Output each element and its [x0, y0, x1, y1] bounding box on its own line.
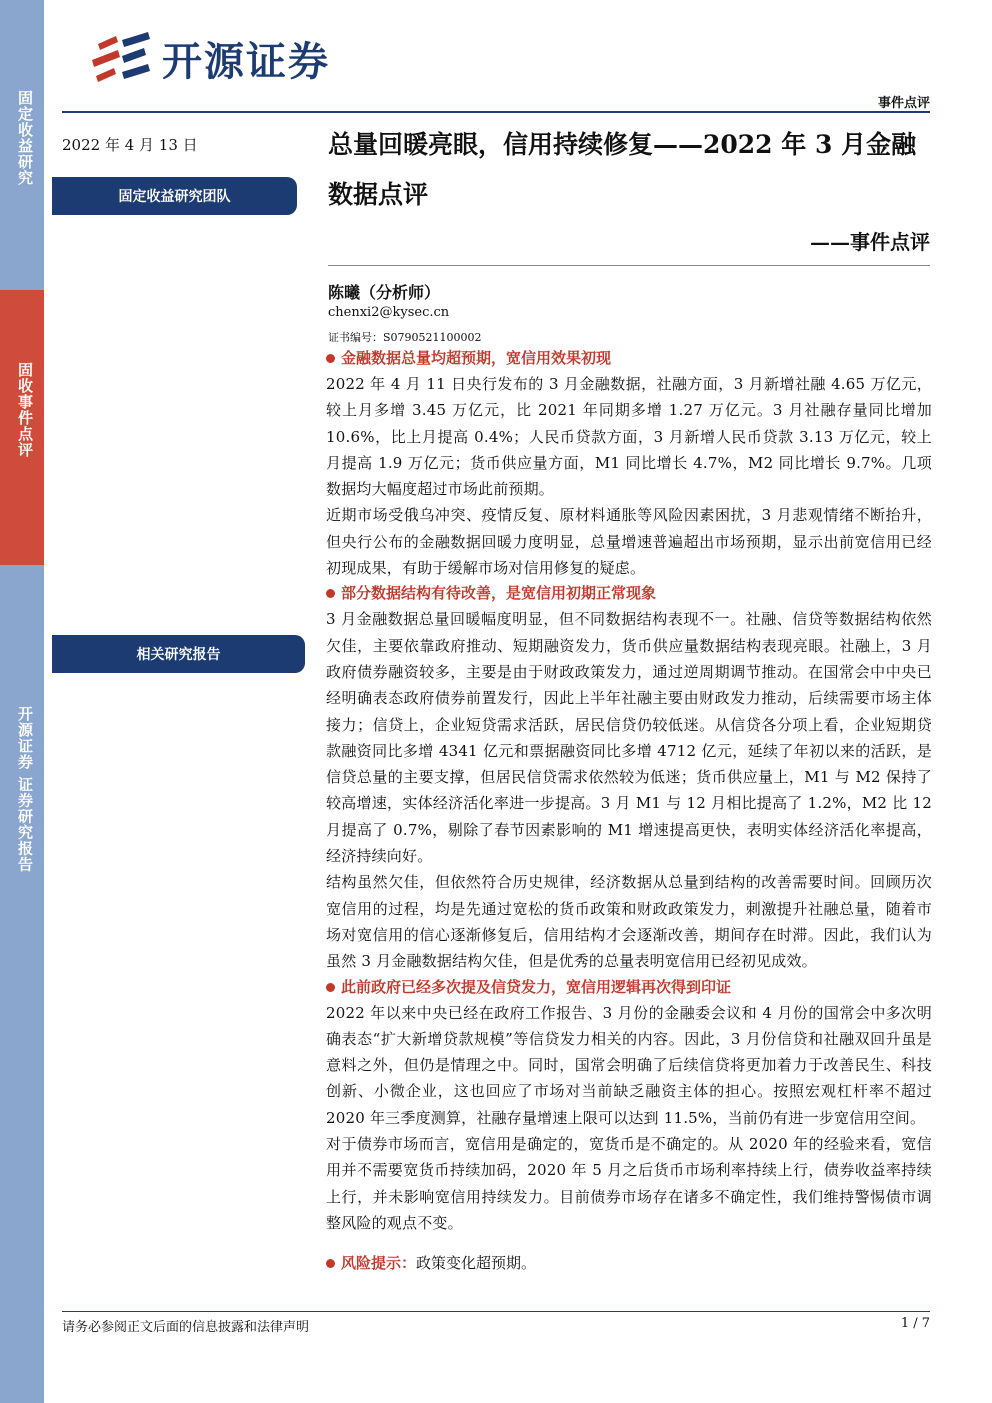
- section-heading-text: 部分数据结构有待改善，是宽信用初期正常现象: [341, 584, 657, 603]
- section-heading: [326, 581, 932, 606]
- report-title: 总量回暖亮眼，信用持续修复——2022 年 3 月金融数据点评: [328, 130, 917, 209]
- team-label-box: 固定收益研究团队: [52, 177, 297, 215]
- bullet-icon: [326, 1259, 335, 1268]
- bullet-icon: [326, 354, 335, 363]
- section-heading: [326, 975, 932, 1000]
- side-band-label-2: 固收事件点评: [16, 362, 34, 458]
- related-reports-box: 相关研究报告: [52, 635, 305, 673]
- paragraph: 3 月金融数据总量回暖幅度明显，但不同数据结构表现不一。社融、信贷等数据结构依然欠佳，主要依靠政府推动、短期融资发力，货币供应量数据结构表现亮眼。社融上，3 月政府债券融资较多，主要是由于财政政策发力，通过逆周期调节推动。在国常会中中央已经明确表态政府债券前置发行，因此上半年社融主要由财政发力推动，后续需要市场主体接力；信贷上，企业短贷需求活跃，居民信贷仍较低迷。从信贷各分项上看，企业短期贷款融资同比多增 4341 亿元和票据融资同比多增 4712 亿元，延续了年初以来的活跃，是信贷总量的主要支撑，但居民信贷需求依然较为低迷；货币供应量上，M1 与 M2 保持了较高增速，实体经济活化率进一步提高。3 月 M1 与 12 月相比提高了 1.2%，M2 比 12 月提高了 0.7%，剔除了春节因素影响的 M1 增速提高更快，表明实体经济活化率提高，经济持续向好。: [326, 610, 932, 866]
- report-type: 事件点评: [877, 96, 930, 111]
- page-number: 1 / 7: [900, 1316, 930, 1331]
- report-subtitle: ——事件点评: [810, 230, 930, 254]
- report-date: 2022 年 4 月 13 日: [62, 136, 198, 154]
- author-cert: 证书编号：S0790521100002: [328, 331, 482, 344]
- side-band: [0, 0, 44, 1403]
- paragraph: 2022 年 4 月 11 日央行发布的 3 月金融数据，社融方面，3 月新增社融 4.65 万亿元，较上月多增 3.45 万亿元，比 2021 年同期多增 1.27 万亿元。3 月社融存量同比增加 10.6%，比上月提高 0.4%；人民币贷款方面，3 月新增人民币贷款 3.13 万亿元，较上月提高 1.9 万亿元；货币供应量方面，M1 同比增长 4.7%，M2 同比增长 9.7%。几项数据均大幅度超过市场此前预期。: [326, 375, 932, 499]
- risk-label: 风险提示：: [341, 1254, 417, 1273]
- author-email: chenxi2@kysec.cn: [328, 305, 450, 320]
- bullet-icon: [326, 983, 335, 992]
- brand-logo-icon: [88, 30, 152, 86]
- side-band-label-1: 固定收益研究: [16, 90, 34, 186]
- author-name: 陈曦（分析师）: [328, 283, 441, 302]
- risk-text: 政策变化超预期。: [416, 1254, 537, 1273]
- side-band-segment-blue-lower: [0, 565, 44, 1403]
- bullet-icon: [326, 589, 335, 598]
- paragraph: 2022 年以来中央已经在政府工作报告、3 月份的金融委会议和 4 月份的国常会中多次明确表态“扩大新增贷款规模”等信贷发力相关的内容。因此，3 月份信贷和社融双回升虽是意料之外，但仍是情理之中。同时，国常会明确了后续信贷将更加着力于改善民生、科技创新、小微企业，这也回应了市场对当前缺乏融资主体的担心。按照宏观杠杆率不超过 2020 年三季度测算，社融存量增速上限可以达到 11.5%，当前仍有进一步宽信用空间。: [326, 1003, 932, 1127]
- section-heading-text: 金融数据总量均超预期，宽信用效果初现: [341, 349, 612, 367]
- brand-name: 开源证券: [162, 38, 330, 85]
- paragraph: 近期市场受俄乌冲突、疫情反复、原材料通胀等风险因素困扰，3 月悲观情绪不断抬升，但央行公布的金融数据回暖力度明显，总量增速普遍超出市场预期，显示出前宽信用已经初现成果，有助于缓解市场对信用修复的疑虑。: [326, 506, 932, 578]
- side-band-label-3: 开源证券 证券研究报告: [16, 706, 34, 873]
- paragraph: 对于债券市场而言，宽信用是确定的，宽货币是不确定的。从 2020 年的经验来看，宽信用并不需要宽货币持续加码，2020 年 5 月之后货币市场利率持续上行，债券收益率持续上行，并未影响宽信用持续发力。目前债券市场存在诸多不确定性，我们维持警惕债市调整风险的观点不变。: [326, 1135, 932, 1232]
- paragraph: 结构虽然欠佳，但依然符合历史规律，经济数据从总量到结构的改善需要时间。回顾历次宽信用的过程，均是先通过宽松的货币政策和财政政策发力，刺激提升社融总量，随着市场对宽信用的信心逐渐修复后，信用结构才会逐渐改善，期间存在时滞。因此，我们认为虽然 3 月金融数据结构欠佳，但是优秀的总量表明宽信用已经初见成效。: [326, 873, 932, 971]
- header-divider: [62, 111, 930, 113]
- section-heading-text: 此前政府已经多次提及信贷发力，宽信用逻辑再次得到印证: [341, 977, 732, 996]
- risk-note: [326, 1250, 932, 1276]
- footer-disclaimer: 请务必参阅正文后面的信息披露和法律声明: [62, 1320, 310, 1335]
- footer-divider: [62, 1311, 930, 1312]
- section-heading: [326, 346, 932, 371]
- brand-logo: [88, 28, 330, 88]
- title-divider: [328, 265, 930, 266]
- report-body: [326, 346, 932, 1276]
